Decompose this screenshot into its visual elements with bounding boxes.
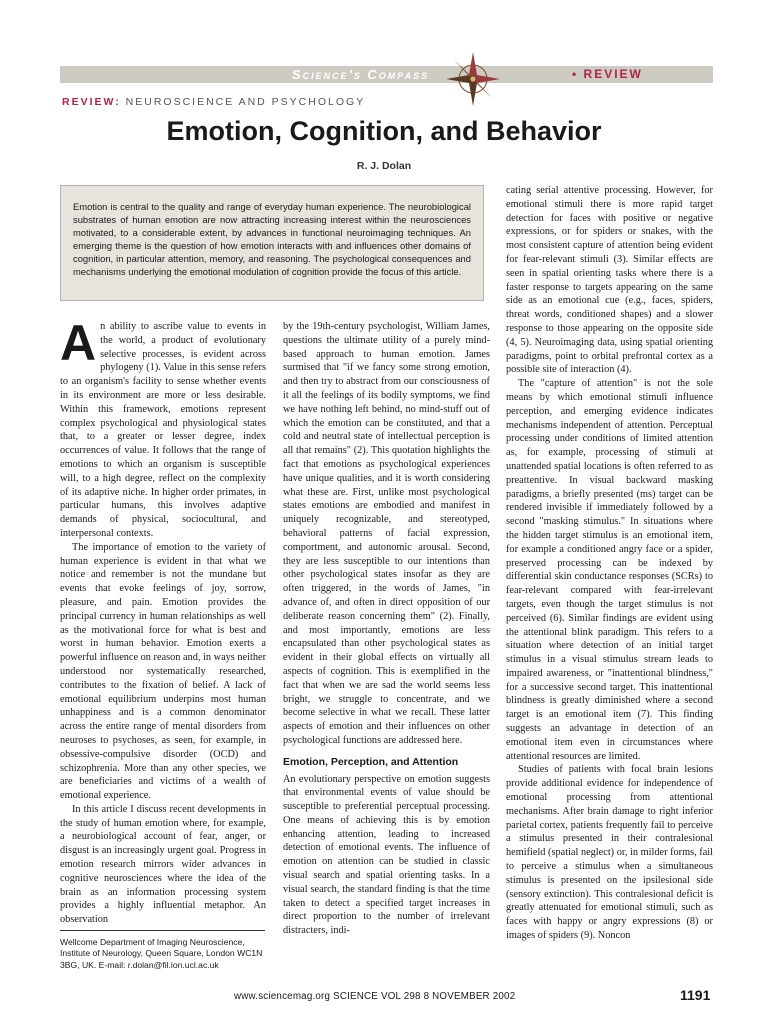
paragraph: cating serial attentive processing. However, for emotional stimuli there is more rapid target detection for faces with positive or negative expressions, or for spiders or snakes, with the most consistent capture of attention being evident for fear-relevant stimuli (3). Similar effects are seen in spatial orienting tasks where there is a faster response to targets appearing on the same side as an emotional cue (e.g., faces, spiders, threat words, conditioned shapes) and a slower response to those appearing on the opposite side (4, 5). Neuroimaging data, using spatial orienting paradigms, point to orbital prefrontal cortex as a possible site of interaction (4). (506, 185, 713, 376)
drop-cap: A (60, 315, 97, 371)
abstract-text: Emotion is central to the quality and range of everyday human experience. The neurobiological substrates of human emotion are now attracting increasing interest within the neurosciences motivated, to a considerable extent, by advances in functional neuroimaging techniques. An emerging theme is the question of how emotion interacts with and influences other domains of cognition, in particular attention, memory, and reasoning. The psychological consequences and mechanisms underlying the emotional modulation of cognition provide the focus of this article. (73, 201, 471, 277)
section-heading: Emotion, Perception, and Attention (283, 755, 459, 768)
section-banner (60, 66, 713, 83)
paragraph: The "capture of attention" is not the sole means by which emotional stimuli influence perception, and emerging evidence indicates mechanisms independent of attention. Perceptual processing under conditions of limited attention as, for example, processing of stimuli at unattended spatial locations is often referred to as preattentive. In visual backward masking paradigms, a briefly presented (ms) target can be rendered invisible if immediately followed by a second "masking stimulus." In situations where the hidden target stimulus is an emotional item, for example a conditioned angry face or a spider, preserved processing can be indexed by differential skin conductance responses (SCRs) to fear-relevant compared with fear-irrelevant targets, even though the target stimulus is not perceived (6). Similar findings are evident using the attentional blink paradigm. This refers to a situation where detection of an initial target stimulus in a visual stimulus stream leads to impaired awareness, or "inattentional blindness," for a successive second target. This inattentional blindness is greatly diminished where a second target is an emotional item (7). This finding suggests an advantage in detection of an emotional item even in circumstances where attentional resources are limited. (506, 378, 713, 762)
author-affiliation: Wellcome Department of Imaging Neuroscience, Institute of Neurology, Queen Square, London WC1N 3BG, UK. E-mail: r.dolan@fil.ion.ucl.ac.uk (60, 937, 263, 970)
section-label-topic: NEUROSCIENCE AND PSYCHOLOGY (125, 96, 366, 108)
text-column-1 (60, 315, 266, 926)
section-label-prefix: REVIEW: (62, 96, 121, 108)
page-number: 1191 (680, 987, 711, 1003)
abstract-box (60, 185, 484, 301)
paragraph: The importance of emotion to the variety of human experience is evident in that what we notice and remember is not the mundane but events that evoke feelings of joy, sorrow, pleasure, and pain. Emotion provides the principal currency in human relationships as well as the motivational force for what is best and worst in human behavior. Emotion exerts a powerful influence on reason and, in ways neither understood nor systematically researched, contributes to the fixation of belief. A lack of emotional equilibrium underpins most human unhappiness and is a common denominator across the entire range of mental disorders from neuroses to psychoses, as seen, for example, in obsessive-compulsive disorder (OCD) and schizophrenia. More than any other species, we are beneficiaries and victims of a wealth of emotional experience. (60, 541, 266, 802)
review-tag: • REVIEW (572, 67, 643, 81)
paragraph: In this article I discuss recent developments in the study of human emotion where, for example, a neurobiological account of fear, anger, or disgust is an increasingly urgent goal. Progress in emotion research mirrors wider advances in cognitive neurosciences where the idea of the brain as an information processing system provides a highly influential metaphor. An observation (60, 803, 266, 926)
article-author: R. J. Dolan (356, 160, 412, 172)
footnote-divider (60, 930, 265, 931)
compass-rose-icon (444, 50, 502, 108)
page-footer: www.sciencemag.org SCIENCE VOL 298 8 NOVEMBER 2002 (234, 991, 516, 1002)
paragraph: n ability to ascribe value to events in the world, a product of evolutionary selective processes, is evident across phylogeny (1). Value in this sense refers to an organism's facility to sense whether events in its environment are more or less desirable. Within this framework, emotions represent complex psychological and physiological states that, to a greater or lesser degree, index occurrences of value. It follows that the range of emotions to which an organism is susceptible will, to a high degree, reflect on the complexity of its adaptive niche. In higher order primates, in particular humans, this involves adaptive demands of physical, sociocultural, and interpersonal contexts. (60, 321, 266, 539)
text-column-2 (283, 320, 490, 980)
section-title: Science's Compass (292, 67, 430, 82)
article-title: Emotion, Cognition, and Behavior (166, 116, 602, 146)
section-label (62, 96, 365, 108)
paragraph: Studies of patients with focal brain lesions provide additional evidence for independence of emotional processing from attentional mechanisms. After brain damage to right inferior parietal cortex, patients frequently fail to perceive a stimulus presented in their contralesional hemifield (spatial neglect) or, in milder forms, fail to perceive a stimulus when a simultaneous stimulus is presented on the ipsilesional side (sensory extinction). This contralesional deficit is greatly attenuated for emotional stimuli, such as faces with happy or angry expressions (8) or images of spiders (9). Noncon (506, 764, 713, 942)
paragraph: An evolutionary perspective on emotion suggests that environmental events of value should be susceptible to preferential perceptual processing. One means of achieving this is by emotion enhancing attention, leading to increased detection of emotional events. The influence of emotion on attention can be studied in classic visual search and spatial orienting tasks. In a visual search, the standard finding is that the time taken to detect a specified target increases in direct proportion to the number of irrelevant distracters, indi- (283, 773, 490, 937)
paragraph: by the 19th-century psychologist, William James, questions the ultimate utility of a purely mind-based approach to human emotion. James surmised that "if we fancy some strong emotion, and then try to abstract from our consciousness of it all the feelings of its bodily symptoms, we find we have nothing left behind, no mind-stuff out of which the emotion can be constituted, and that a cold and neutral state of intellectual perception is all that remains" (2). This quotation highlights the fact that emotions as psychological experiences have unique qualities, and it is worth considering what these are. First, unlike most psychological states emotions are embodied and manifest in uniquely recognizable, and stereotyped, behavioral patterns of facial expression, comportment, and autonomic arousal. Second, they are less susceptible to our intentions than other psychological states insofar as they are often triggered, in the words of James, "in advance of, and often in direct opposition of our deliberate reason concerning them" (2). Finally, and most importantly, emotions are less encapsulated than other psychological states as evident in their global effects on virtually all aspects of cognition. This is exemplified in the fact that when we are sad the world seems less bright, we struggle to concentrate, and we become selective in what we recall. These latter aspects of emotion and their influences on other psychological functions are addressed here. (283, 321, 490, 746)
text-column-3 (506, 184, 713, 980)
